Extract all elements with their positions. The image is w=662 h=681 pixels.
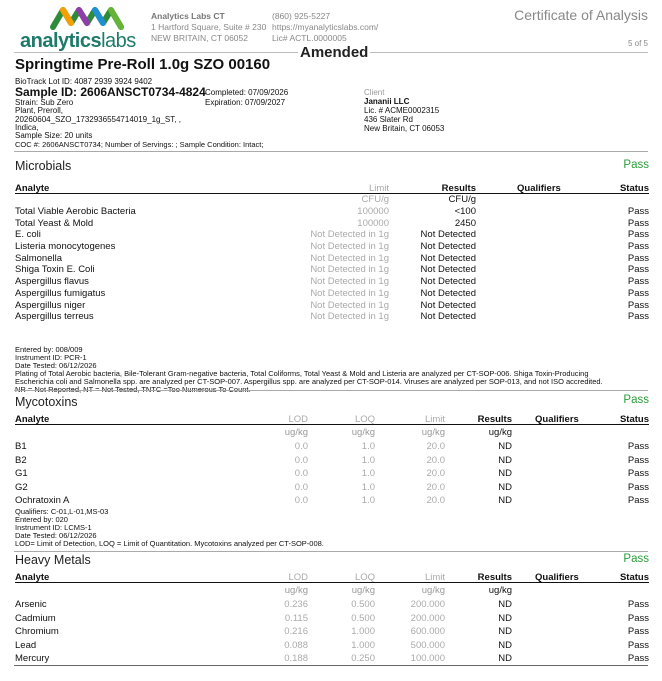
col-qualifiers: Qualifiers bbox=[535, 572, 579, 583]
microbials-table bbox=[15, 183, 649, 323]
results-unit: ug/kg bbox=[488, 585, 512, 596]
limit-value: Not Detected in 1g bbox=[310, 287, 389, 299]
loq-value: 0.500 bbox=[351, 612, 375, 624]
table-row bbox=[15, 439, 649, 453]
section-divider bbox=[14, 151, 648, 152]
limit-unit: ug/kg bbox=[421, 585, 445, 596]
status-value: Pass bbox=[627, 626, 649, 637]
heavy-metals-pass-badge: Pass bbox=[623, 553, 649, 565]
col-qualifiers: Qualifiers bbox=[517, 183, 561, 194]
col-status: Status bbox=[619, 572, 649, 583]
result-value: ND bbox=[498, 495, 512, 506]
limit-value: 100000 bbox=[357, 206, 389, 217]
analyte-name: Aspergillus fumigatus bbox=[15, 287, 106, 299]
limit-value: 20.0 bbox=[426, 495, 445, 506]
col-results: Results bbox=[477, 414, 512, 425]
result-value: ND bbox=[498, 468, 512, 479]
limit-value: 20.0 bbox=[426, 468, 445, 479]
analyte-name: Aspergillus flavus bbox=[15, 276, 89, 288]
col-analyte: Analyte bbox=[15, 414, 50, 425]
result-value: Not Detected bbox=[420, 229, 476, 241]
units-row bbox=[15, 194, 649, 206]
loq-value: 1.0 bbox=[361, 468, 375, 479]
analyte-name: G2 bbox=[15, 481, 28, 493]
analyte-name: Total Viable Aerobic Bacteria bbox=[15, 206, 136, 217]
analyte-name: Mercury bbox=[15, 653, 50, 664]
table-row bbox=[15, 300, 649, 312]
table-row bbox=[15, 651, 649, 665]
result-value: <100 bbox=[454, 206, 476, 217]
heavy-metals-table bbox=[15, 572, 649, 665]
lod-value: 0.0 bbox=[294, 441, 308, 452]
section-divider bbox=[14, 665, 648, 666]
microbials-pass-badge: Pass bbox=[623, 159, 649, 171]
lod-value: 0.236 bbox=[284, 599, 308, 610]
status-value: Pass bbox=[627, 287, 649, 299]
result-value: Not Detected bbox=[420, 241, 476, 253]
result-value: 2450 bbox=[454, 217, 476, 229]
status-value: Pass bbox=[627, 264, 649, 276]
col-results: Results bbox=[441, 183, 476, 194]
result-value: ND bbox=[498, 626, 512, 637]
table-row bbox=[15, 311, 649, 323]
col-loq: LOQ bbox=[354, 414, 375, 425]
analyte-name: Listeria monocytogenes bbox=[15, 241, 116, 253]
result-value: Not Detected bbox=[420, 311, 476, 323]
table-row bbox=[15, 218, 649, 230]
lod-value: 0.216 bbox=[284, 626, 308, 637]
table-row bbox=[15, 493, 649, 507]
col-lod: LOD bbox=[288, 572, 308, 583]
table-row bbox=[15, 264, 649, 276]
microbials-rows bbox=[15, 206, 649, 323]
company-logo bbox=[20, 5, 138, 51]
lod-value: 0.088 bbox=[284, 639, 308, 651]
lod-value: 0.0 bbox=[294, 481, 308, 493]
note-line: LOD= Limit of Detection, LOQ = Limit of Quantitation. Mycotoxins analyzed per CT-SOP-008. bbox=[15, 539, 324, 548]
microbials-notes bbox=[15, 346, 655, 394]
loq-value: 1.000 bbox=[351, 626, 375, 637]
limit-value: 20.0 bbox=[426, 454, 445, 466]
company-info bbox=[151, 11, 266, 44]
note-line: Date Tested: 06/12/2026 bbox=[15, 531, 97, 540]
results-unit: CFU/g bbox=[448, 194, 476, 205]
loq-value: 0.250 bbox=[351, 653, 375, 664]
lod-value: 0.0 bbox=[294, 454, 308, 466]
heavy-metals-title: Heavy Metals bbox=[15, 553, 91, 567]
matrix-line1: Plant, Preroll, bbox=[15, 106, 64, 116]
limit-value: 20.0 bbox=[426, 441, 445, 452]
result-value: Not Detected bbox=[420, 287, 476, 299]
note-line: Plating of Total Aerobic bacteria, Bile-Tolerant Gram-negative bacteria, Total Coliforms, Total Yeast & Mold and Listeria are analyzed per CT-SOP-006. Shiga Toxin-Producing bbox=[15, 369, 589, 378]
col-analyte: Analyte bbox=[15, 572, 50, 583]
limit-value: Not Detected in 1g bbox=[310, 264, 389, 276]
company-address-line2: NEW BRITAIN, CT 06052 bbox=[151, 33, 248, 43]
mycotoxins-pass-badge: Pass bbox=[623, 394, 649, 406]
analyte-name: Aspergillus niger bbox=[15, 299, 86, 311]
result-value: Not Detected bbox=[420, 276, 476, 288]
mycotoxins-notes bbox=[15, 508, 655, 548]
table-row bbox=[15, 229, 649, 241]
units-row bbox=[15, 425, 649, 439]
loq-value: 1.0 bbox=[361, 441, 375, 452]
limit-value: 500.000 bbox=[410, 639, 445, 651]
results-unit: ug/kg bbox=[488, 427, 512, 438]
result-value: ND bbox=[498, 639, 512, 651]
col-limit: Limit bbox=[424, 572, 445, 583]
matrix-line3: Indica, bbox=[15, 122, 39, 132]
status-value: Pass bbox=[627, 206, 649, 217]
limit-unit: ug/kg bbox=[421, 427, 445, 438]
col-status: Status bbox=[619, 414, 649, 425]
table-row bbox=[15, 466, 649, 480]
loq-unit: ug/kg bbox=[351, 585, 375, 596]
table-row bbox=[15, 241, 649, 253]
company-phone: (860) 925-5227 bbox=[272, 11, 331, 21]
client-name: Jananii LLC bbox=[364, 97, 410, 106]
status-value: Pass bbox=[627, 481, 649, 493]
analyte-name: Arsenic bbox=[15, 599, 47, 610]
company-website[interactable]: https://myanalyticslabs.com/ bbox=[272, 22, 379, 32]
status-value: Pass bbox=[627, 217, 649, 229]
note-line: Instrument ID: LCMS-1 bbox=[15, 523, 92, 532]
limit-unit: CFU/g bbox=[361, 194, 389, 205]
analyte-name: Cadmium bbox=[15, 612, 56, 624]
status-value: Pass bbox=[627, 299, 649, 311]
col-loq: LOQ bbox=[354, 572, 375, 583]
logo-mark-icon bbox=[50, 5, 140, 31]
analyte-name: Shiga Toxin E. Coli bbox=[15, 264, 95, 276]
page-number: 5 of 5 bbox=[627, 39, 648, 48]
heavy-metals-rows bbox=[15, 597, 649, 665]
company-license: Lic# ACTL.0000005 bbox=[272, 33, 347, 43]
note-line: Date Tested: 06/12/2026 bbox=[15, 361, 97, 370]
company-address-line1: 1 Hartford Square, Suite # 230 bbox=[151, 22, 267, 32]
status-value: Pass bbox=[627, 454, 649, 466]
result-value: ND bbox=[498, 653, 512, 664]
note-line: Qualifiers: C-01,L-01,MS-03 bbox=[15, 507, 109, 516]
microbials-title: Microbials bbox=[15, 159, 72, 173]
result-value: Not Detected bbox=[420, 299, 476, 311]
limit-value: 200.000 bbox=[410, 612, 445, 624]
col-status: Status bbox=[619, 183, 649, 194]
table-header bbox=[15, 572, 649, 583]
limit-value: Not Detected in 1g bbox=[310, 252, 389, 264]
lod-value: 0.0 bbox=[294, 468, 308, 479]
result-value: ND bbox=[498, 481, 512, 493]
table-row bbox=[15, 276, 649, 288]
lot-id: BioTrack Lot ID: 4087 2939 3924 9402 bbox=[15, 77, 153, 86]
col-analyte: Analyte bbox=[15, 183, 50, 194]
limit-value: 20.0 bbox=[426, 481, 445, 493]
section-divider bbox=[14, 390, 648, 391]
product-title: Springtime Pre-Roll 1.0g SZO 00160 bbox=[15, 56, 271, 73]
client-license: Lic. # ACME0002315 bbox=[364, 106, 440, 115]
document-title: Certificate of Analysis bbox=[514, 7, 648, 23]
status-value: Pass bbox=[627, 639, 649, 651]
status-value: Pass bbox=[627, 599, 649, 610]
analyte-name: E. coli bbox=[15, 229, 41, 241]
limit-value: 100.000 bbox=[410, 653, 445, 664]
table-header bbox=[15, 183, 649, 194]
table-row bbox=[15, 638, 649, 652]
amended-label: Amended bbox=[300, 44, 369, 61]
limit-value: Not Detected in 1g bbox=[310, 241, 389, 253]
company-contact bbox=[272, 11, 378, 44]
matrix-line2: 20260604_SZO_1732936554714019_1g_ST, , bbox=[15, 114, 181, 124]
analyte-name: Total Yeast & Mold bbox=[15, 217, 94, 229]
status-value: Pass bbox=[627, 441, 649, 452]
expiration-date: Expiration: 07/09/2027 bbox=[205, 98, 286, 107]
mycotoxins-rows bbox=[15, 439, 649, 507]
status-value: Pass bbox=[627, 653, 649, 664]
client-label: Client bbox=[364, 88, 385, 97]
status-value: Pass bbox=[627, 229, 649, 241]
mycotoxins-table bbox=[15, 414, 649, 507]
status-value: Pass bbox=[627, 276, 649, 288]
limit-value: Not Detected in 1g bbox=[310, 229, 389, 241]
analyte-name: Aspergillus terreus bbox=[15, 311, 94, 323]
coc-info: COC #: 2606ANSCT0734; Number of Servings: ; Sample Condition: Intact; bbox=[15, 140, 264, 149]
table-row bbox=[15, 288, 649, 300]
company-name: Analytics Labs CT bbox=[151, 11, 225, 21]
logo-wordmark: analyticslabs bbox=[20, 30, 136, 52]
col-results: Results bbox=[477, 572, 512, 583]
table-row bbox=[15, 253, 649, 265]
analyte-name: G1 bbox=[15, 468, 28, 479]
lod-value: 0.188 bbox=[284, 653, 308, 664]
limit-value: Not Detected in 1g bbox=[310, 276, 389, 288]
table-row bbox=[15, 624, 649, 638]
section-divider bbox=[14, 551, 648, 552]
lod-unit: ug/kg bbox=[284, 585, 308, 596]
loq-value: 1.0 bbox=[361, 495, 375, 506]
status-value: Pass bbox=[627, 252, 649, 264]
lod-value: 0.115 bbox=[284, 612, 308, 624]
limit-value: Not Detected in 1g bbox=[310, 299, 389, 311]
table-row bbox=[15, 611, 649, 625]
note-line: Escherichia coli and Salmonella spp. are analyzed per CT-SOP-007. Aspergillus spp. are analyzed per CT-SOP-014. Viruses are analyzed per SOP-013, and not ISO accredited. bbox=[15, 377, 603, 386]
analyte-name: B1 bbox=[15, 441, 27, 452]
status-value: Pass bbox=[627, 468, 649, 479]
note-line: Entered by: 020 bbox=[15, 515, 68, 524]
col-qualifiers: Qualifiers bbox=[535, 414, 579, 425]
lod-unit: ug/kg bbox=[284, 427, 308, 438]
limit-value: 600.000 bbox=[410, 626, 445, 637]
analyte-name: Ochratoxin A bbox=[15, 495, 70, 506]
analyte-name: Lead bbox=[15, 639, 37, 651]
status-value: Pass bbox=[627, 241, 649, 253]
loq-value: 1.000 bbox=[351, 639, 375, 651]
note-line: Instrument ID: PCR-1 bbox=[15, 353, 87, 362]
sample-dates bbox=[205, 88, 288, 108]
result-value: ND bbox=[498, 441, 512, 452]
completed-date: Completed: 07/09/2026 bbox=[205, 88, 289, 97]
mycotoxins-title: Mycotoxins bbox=[15, 395, 78, 409]
status-value: Pass bbox=[627, 612, 649, 624]
table-row bbox=[15, 453, 649, 467]
analyte-name: Chromium bbox=[15, 626, 59, 637]
sample-id: Sample ID: 2606ANSCT0734-4824 bbox=[15, 85, 206, 99]
loq-value: 0.500 bbox=[351, 599, 375, 610]
sample-details bbox=[15, 99, 205, 140]
client-address-line1: 436 Slater Rd bbox=[364, 115, 413, 124]
result-value: Not Detected bbox=[420, 264, 476, 276]
client-info bbox=[364, 88, 444, 133]
col-limit: Limit bbox=[368, 183, 389, 194]
analyte-name: Salmonella bbox=[15, 252, 62, 264]
table-row bbox=[15, 480, 649, 494]
result-value: ND bbox=[498, 612, 512, 624]
table-row bbox=[15, 597, 649, 611]
status-value: Pass bbox=[627, 311, 649, 323]
strain: Strain: Sub Zero bbox=[15, 98, 74, 107]
lod-value: 0.0 bbox=[294, 495, 308, 506]
col-lod: LOD bbox=[288, 414, 308, 425]
note-line: NR = Not Reported, NT = Not Tested, TNTC =Too Numerous To Count. bbox=[15, 385, 251, 394]
analyte-name: B2 bbox=[15, 454, 27, 466]
note-line: Entered by: 008/009 bbox=[15, 345, 83, 354]
result-value: Not Detected bbox=[420, 252, 476, 264]
result-value: ND bbox=[498, 599, 512, 610]
limit-value: Not Detected in 1g bbox=[310, 311, 389, 323]
limit-value: 100000 bbox=[357, 217, 389, 229]
table-row bbox=[15, 206, 649, 218]
loq-value: 1.0 bbox=[361, 481, 375, 493]
units-row bbox=[15, 583, 649, 597]
result-value: ND bbox=[498, 454, 512, 466]
status-value: Pass bbox=[627, 495, 649, 506]
sample-size: Sample Size: 20 units bbox=[15, 131, 93, 141]
loq-unit: ug/kg bbox=[351, 427, 375, 438]
loq-value: 1.0 bbox=[361, 454, 375, 466]
client-address-line2: New Britain, CT 06053 bbox=[364, 124, 445, 133]
table-header bbox=[15, 414, 649, 425]
limit-value: 200.000 bbox=[410, 599, 445, 610]
col-limit: Limit bbox=[424, 414, 445, 425]
